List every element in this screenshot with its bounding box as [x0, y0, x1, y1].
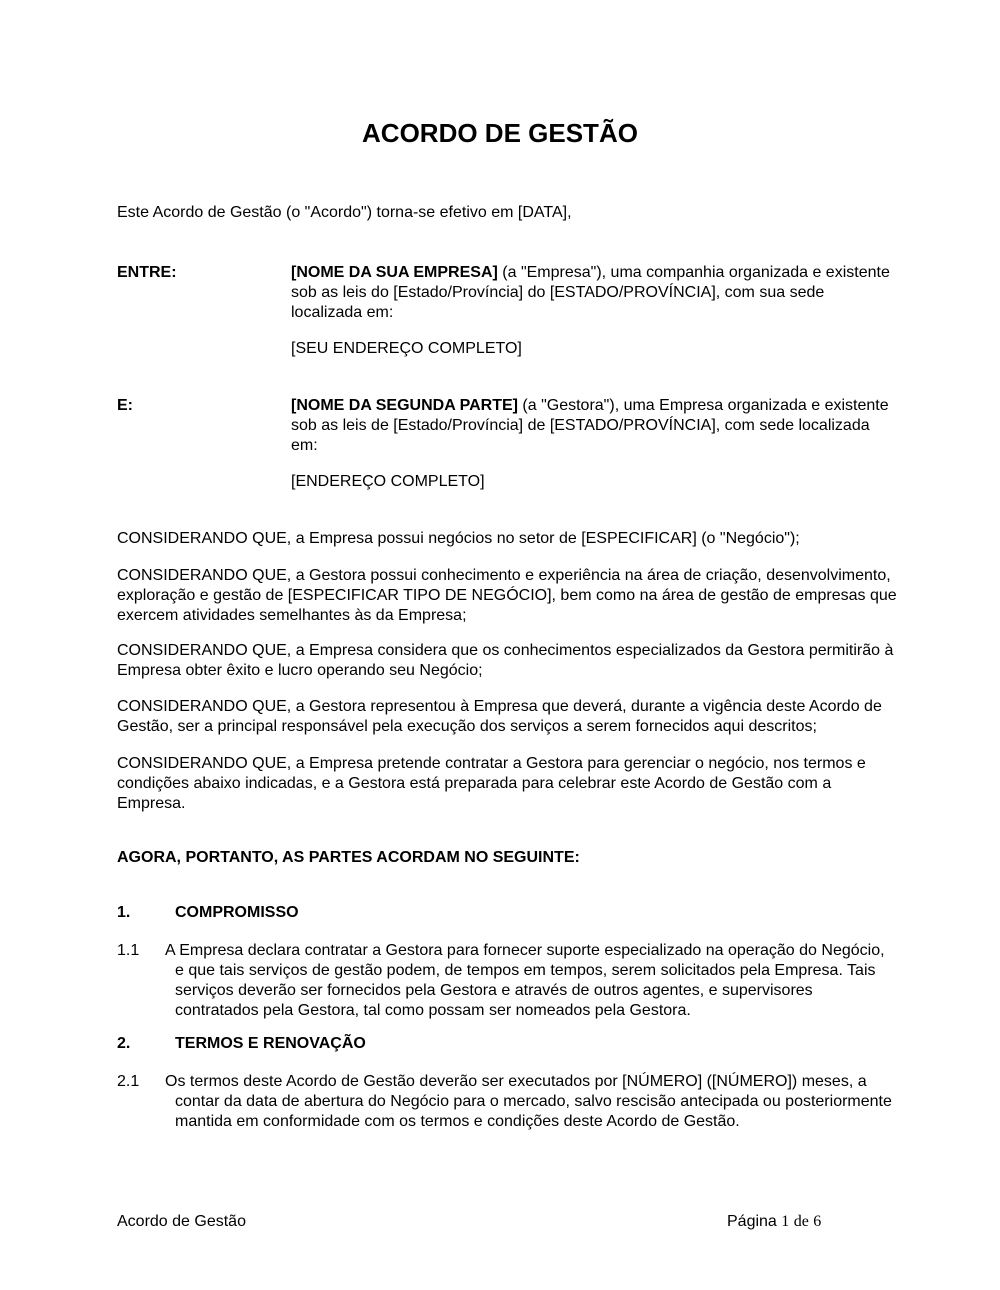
- party-second-description: [291, 396, 891, 456]
- party-label-and: E:: [117, 397, 133, 414]
- clause-number: 1.1: [117, 942, 140, 959]
- recital-paragraph: CONSIDERANDO QUE, a Empresa possui negócios no setor de [ESPECIFICAR] (o "Negócio");: [117, 530, 800, 547]
- section-number: 2.: [117, 1035, 131, 1052]
- recital-paragraph: CONSIDERANDO QUE, a Gestora possui conhecimento e experiência na área de criação, desenvolvimento, exploração e gestão de [ESPECIFICAR TIPO DE NEGÓCIO], bem como na área de gestão de empresas que exercem atividades semelhantes às da Empresa;: [117, 567, 897, 624]
- footer-page-number: [727, 1213, 821, 1231]
- party-first-text: (a "Empresa"), uma companhia organizada e existente sob as leis do [Estado/Província] do [ESTADO/PROVÍNCIA], com sua sede localizada em:: [291, 264, 890, 321]
- page-of: de: [793, 1213, 809, 1230]
- recital-paragraph: CONSIDERANDO QUE, a Gestora representou à Empresa que deverá, durante a vigência deste Acordo de Gestão, ser a principal responsável pela execução dos serviços a serem fornecidos aqui descritos;: [117, 698, 882, 735]
- party-label-between: ENTRE:: [117, 264, 177, 281]
- party-second-name: [NOME DA SEGUNDA PARTE]: [291, 397, 518, 414]
- clause-text: Os termos deste Acordo de Gestão deverão ser executados por [NÚMERO] ([NÚMERO]) meses, a contar da data de abertura do Negócio para o mercado, salvo rescisão antecipada ou posteriormente mantida em conformidade com os termos e condições deste Acordo de Gestão.: [165, 1073, 892, 1130]
- agreement-heading: AGORA, PORTANTO, AS PARTES ACORDAM NO SEGUINTE:: [117, 849, 580, 866]
- intro-paragraph: Este Acordo de Gestão (o "Acordo") torna-se efetivo em [DATA],: [117, 204, 572, 221]
- party-first-address: [SEU ENDEREÇO COMPLETO]: [291, 340, 522, 357]
- clause-1-1: [117, 941, 897, 1021]
- footer-document-name: Acordo de Gestão: [117, 1213, 246, 1230]
- recital-paragraph: CONSIDERANDO QUE, a Empresa considera que os conhecimentos especializados da Gestora permitirão à Empresa obter êxito e lucro operando seu Negócio;: [117, 642, 894, 679]
- clause-2-1: [117, 1072, 897, 1132]
- section-number: 1.: [117, 904, 131, 921]
- clause-number: 2.1: [117, 1073, 140, 1090]
- document-title: ACORDO DE GESTÃO: [362, 118, 638, 148]
- party-second-address: [ENDEREÇO COMPLETO]: [291, 473, 485, 490]
- section-title-compromisso: COMPROMISSO: [175, 904, 299, 921]
- party-first-description: [291, 263, 891, 323]
- page-current: 1: [781, 1213, 790, 1230]
- clause-text: A Empresa declara contratar a Gestora para fornecer suporte especializado na operação do Negócio, e que tais serviços de gestão podem, de tempos em tempos, serem solicitados pela Empresa. Tais serviços deverão ser fornecidos pela Gestora e através de outros agentes, e supervisores contratados pela Gestora, tal como possam ser nomeados pela Gestora.: [165, 942, 885, 1019]
- party-second-text: (a "Gestora"), uma Empresa organizada e existente sob as leis de [Estado/Província] de [ESTADO/PROVÍNCIA], com sede localizada em:: [291, 397, 889, 454]
- section-title-termos: TERMOS E RENOVAÇÃO: [175, 1035, 366, 1052]
- party-first-name: [NOME DA SUA EMPRESA]: [291, 264, 498, 281]
- page-label: Página: [727, 1213, 777, 1230]
- page-total: 6: [813, 1213, 822, 1230]
- recital-paragraph: CONSIDERANDO QUE, a Empresa pretende contratar a Gestora para gerenciar o negócio, nos termos e condições abaixo indicadas, e a Gestora está preparada para celebrar este Acordo de Gestão com a Empresa.: [117, 755, 866, 812]
